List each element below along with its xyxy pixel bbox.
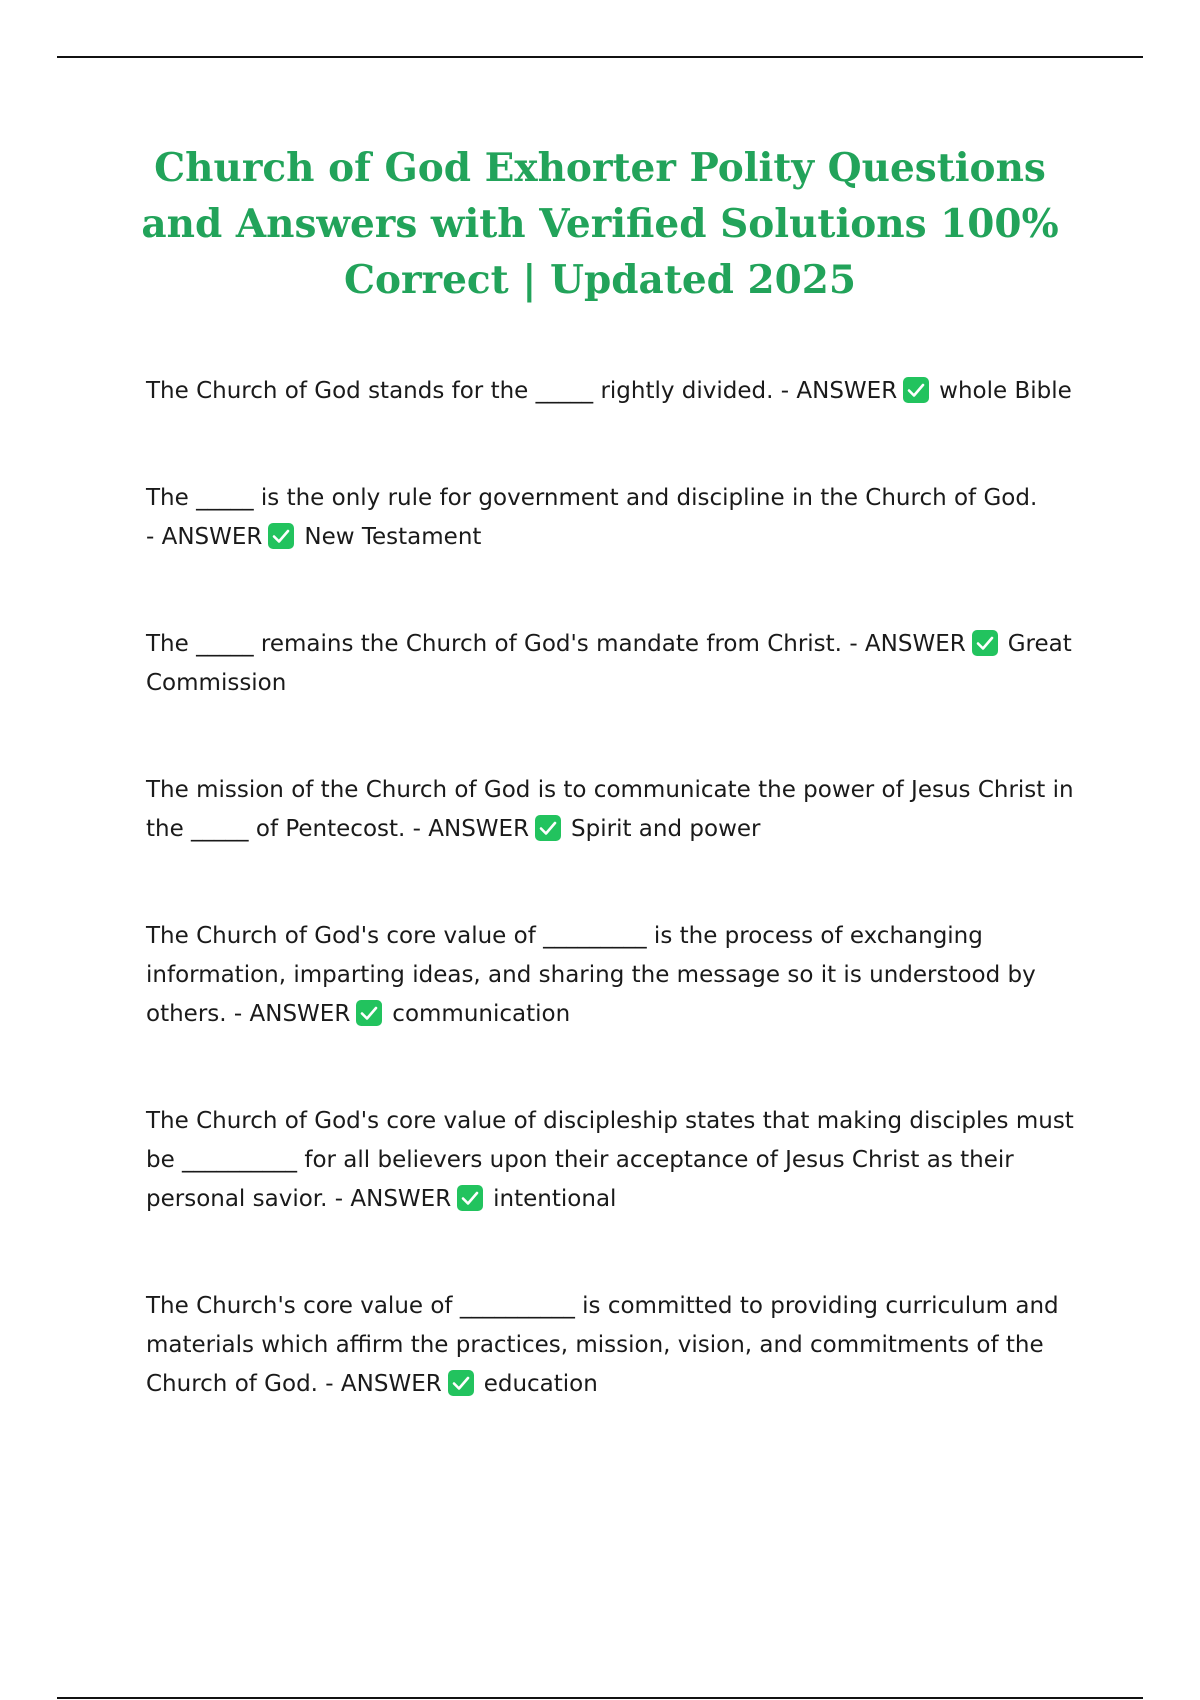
question-text: The mission of the Church of God is to communicate the power of Jesus Christ in the _____ of Pentecost. <box>146 777 1074 842</box>
qa-item <box>146 625 1086 703</box>
answer-label: - ANSWER <box>325 1371 442 1397</box>
question-text: The Church of God's core value of discipleship states that making disciples must be __________ for all believers upon their acceptance of Jesus Christ as their personal savior. <box>146 1108 1074 1212</box>
answer-text: Great Commission <box>146 631 1072 696</box>
check-mark-icon <box>903 377 929 403</box>
top-divider <box>57 56 1143 58</box>
answer-text: Spirit and power <box>571 816 761 842</box>
qa-item <box>146 1102 1086 1219</box>
check-mark-icon <box>535 815 561 841</box>
check-mark-icon <box>457 1185 483 1211</box>
answer-label: - ANSWER <box>780 378 898 404</box>
check-mark-icon <box>356 1000 382 1026</box>
answer-label: - ANSWER <box>146 524 263 550</box>
answer-label: - ANSWER <box>334 1186 452 1212</box>
qa-item <box>146 372 1086 411</box>
question-text: The Church's core value of __________ is committed to providing curriculum and materials which affirm the practices, mission, vision, and commitments of the Church of God. <box>146 1293 1059 1397</box>
check-mark-icon <box>972 630 998 656</box>
answer-text: whole Bible <box>939 378 1072 404</box>
question-text: The _____ remains the Church of God's mandate from Christ. <box>146 631 842 657</box>
question-text: The Church of God's core value of _________ is the process of exchanging information, imparting ideas, and sharing the message so it is understood by others. <box>146 923 1036 1027</box>
qa-item <box>146 917 1086 1034</box>
qa-item <box>146 1287 1086 1404</box>
check-mark-icon <box>448 1370 474 1396</box>
bottom-divider <box>57 1697 1143 1699</box>
answer-text: education <box>483 1371 598 1397</box>
answer-label: - ANSWER <box>412 816 530 842</box>
qa-list <box>146 372 1086 1404</box>
question-text: The Church of God stands for the _____ rightly divided. <box>146 378 774 404</box>
answer-text: New Testament <box>304 524 482 550</box>
answer-text: intentional <box>493 1186 617 1212</box>
answer-label: - ANSWER <box>233 1001 351 1027</box>
qa-item <box>146 479 1086 557</box>
answer-label: - ANSWER <box>849 631 966 657</box>
document-title: Church of God Exhorter Polity Questions and Answers with Verified Solutions 100% Correct | Updated 2025 <box>141 145 1059 303</box>
question-text: The _____ is the only rule for government and discipline in the Church of God. <box>146 485 1038 511</box>
answer-text: communication <box>392 1001 571 1027</box>
qa-item <box>146 771 1086 849</box>
check-mark-icon <box>268 523 294 549</box>
